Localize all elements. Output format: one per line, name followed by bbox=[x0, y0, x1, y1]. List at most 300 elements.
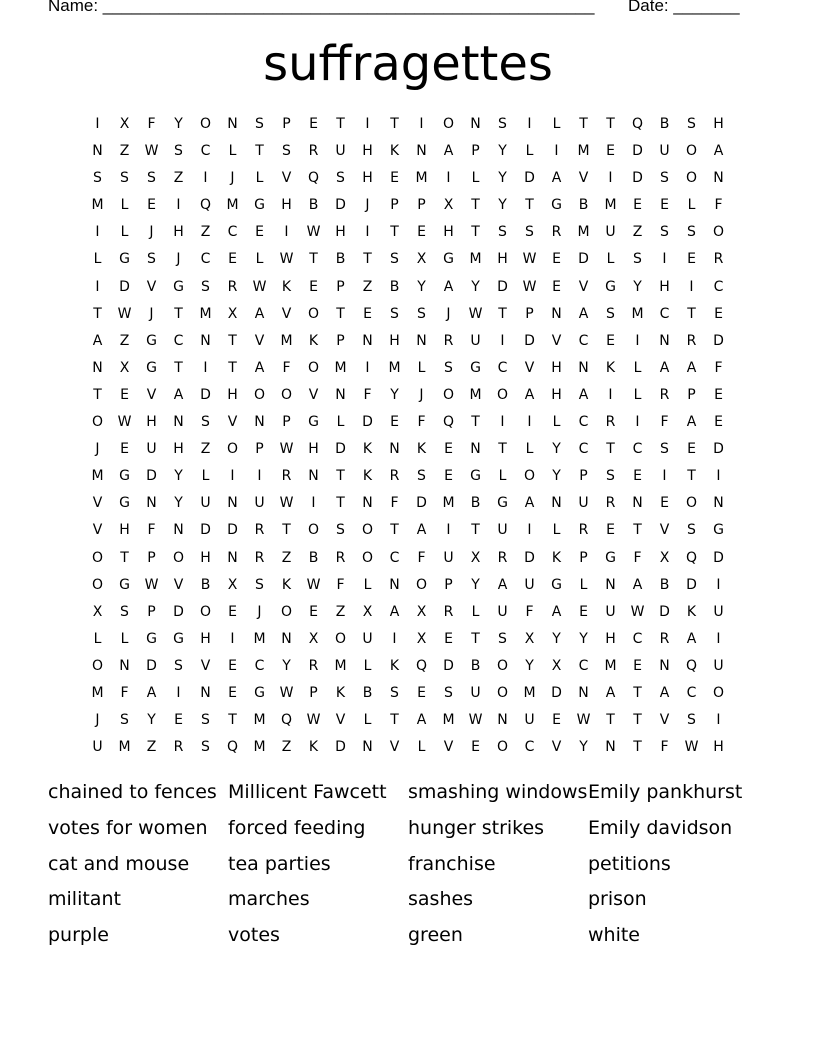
grid-letter: G bbox=[497, 495, 508, 512]
date-field-label: Date: _______ bbox=[628, 0, 740, 15]
grid-letter: T bbox=[255, 143, 264, 160]
grid-letter: O bbox=[172, 549, 185, 566]
grid-letter: O bbox=[496, 386, 509, 403]
grid-letter: X bbox=[119, 359, 130, 376]
header bbox=[48, 0, 748, 16]
grid-letter: H bbox=[497, 251, 508, 268]
grid-letter: D bbox=[227, 522, 238, 539]
grid-letter: H bbox=[605, 630, 616, 647]
grid-letter: W bbox=[306, 576, 321, 593]
grid-letter: T bbox=[498, 441, 507, 458]
grid-letter: W bbox=[144, 576, 159, 593]
grid-letter: F bbox=[714, 197, 723, 214]
grid-letter: D bbox=[659, 603, 670, 620]
grid-letter: V bbox=[92, 522, 103, 539]
grid-letter: Y bbox=[633, 278, 642, 295]
grid-letter: T bbox=[471, 197, 480, 214]
grid-letter: G bbox=[551, 197, 562, 214]
grid-letter: Z bbox=[173, 170, 184, 187]
grid-letter: N bbox=[146, 495, 157, 512]
grid-letter: I bbox=[95, 224, 100, 241]
grid-letter: S bbox=[498, 224, 507, 241]
grid-letter: I bbox=[500, 414, 505, 431]
grid-letter: D bbox=[335, 197, 346, 214]
grid-letter: B bbox=[389, 278, 400, 295]
grid-letter: K bbox=[686, 603, 697, 620]
grid-letter: Q bbox=[280, 712, 293, 729]
grid-letter: W bbox=[144, 143, 159, 160]
grid-letter: N bbox=[470, 116, 481, 132]
grid-letter: V bbox=[200, 657, 211, 674]
word-list-item: hunger strikes bbox=[408, 816, 545, 839]
grid-letter: W bbox=[306, 224, 321, 241]
grid-letter: S bbox=[498, 116, 507, 132]
grid-letter: N bbox=[713, 170, 724, 187]
grid-letter: M bbox=[226, 197, 239, 214]
grid-letter: N bbox=[632, 495, 643, 512]
grid-letter: U bbox=[578, 495, 589, 512]
grid-letter: Z bbox=[200, 441, 211, 458]
grid-letter: G bbox=[254, 197, 265, 214]
grid-letter: C bbox=[632, 441, 643, 458]
grid-letter: O bbox=[685, 170, 698, 187]
grid-letter: V bbox=[551, 332, 562, 349]
grid-letter: M bbox=[199, 305, 212, 322]
grid-letter: L bbox=[525, 441, 534, 458]
grid-letter: O bbox=[91, 549, 104, 566]
grid-letter: V bbox=[551, 739, 562, 756]
grid-letter: G bbox=[443, 251, 454, 268]
grid-letter: Q bbox=[685, 549, 698, 566]
grid-letter: Y bbox=[390, 386, 399, 403]
grid-letter: T bbox=[471, 414, 480, 431]
grid-letter: D bbox=[497, 278, 508, 295]
grid-letter: B bbox=[362, 684, 373, 701]
word-list-item: franchise bbox=[408, 852, 496, 875]
grid-letter: V bbox=[254, 332, 265, 349]
grid-letter: I bbox=[662, 251, 667, 268]
grid-letter: X bbox=[551, 657, 562, 674]
grid-letter: D bbox=[551, 684, 562, 701]
grid-letter: N bbox=[227, 116, 238, 132]
grid-letter: V bbox=[389, 739, 400, 756]
grid-letter: M bbox=[253, 739, 266, 756]
grid-letter: T bbox=[228, 712, 237, 729]
grid-letter: M bbox=[280, 332, 293, 349]
grid-letter: S bbox=[498, 630, 507, 647]
grid-letter: M bbox=[631, 305, 644, 322]
grid-letter: D bbox=[524, 549, 535, 566]
grid-letter: C bbox=[200, 251, 211, 268]
grid-letter: S bbox=[336, 170, 345, 187]
grid-letter: S bbox=[444, 684, 453, 701]
grid-letter: E bbox=[228, 251, 237, 268]
grid-letter: K bbox=[389, 657, 400, 674]
grid-letter: A bbox=[686, 630, 697, 647]
grid-letter: N bbox=[173, 522, 184, 539]
grid-letter: I bbox=[554, 143, 559, 160]
grid-letter: L bbox=[606, 251, 615, 268]
grid-letter: N bbox=[551, 305, 562, 322]
grid-letter: S bbox=[687, 116, 696, 132]
grid-letter: L bbox=[687, 197, 696, 214]
grid-letter: S bbox=[282, 143, 291, 160]
grid-letter: L bbox=[633, 386, 642, 403]
grid-letter: T bbox=[579, 116, 588, 132]
grid-letter: D bbox=[200, 386, 211, 403]
grid-letter: M bbox=[469, 251, 482, 268]
grid-letter: R bbox=[227, 278, 238, 295]
grid-letter: I bbox=[446, 170, 451, 187]
grid-letter: I bbox=[527, 116, 532, 132]
grid-letter: I bbox=[608, 386, 613, 403]
grid-letter: Z bbox=[281, 739, 292, 756]
grid-letter: C bbox=[632, 630, 643, 647]
grid-letter: R bbox=[254, 522, 265, 539]
grid-letter: T bbox=[336, 305, 345, 322]
grid-letter: Q bbox=[307, 170, 320, 187]
grid-letter: F bbox=[147, 116, 156, 132]
grid-letter: T bbox=[390, 116, 399, 132]
grid-letter: N bbox=[578, 359, 589, 376]
grid-letter: H bbox=[308, 441, 319, 458]
grid-letter: L bbox=[120, 224, 129, 241]
grid-letter: J bbox=[176, 251, 181, 268]
grid-letter: T bbox=[633, 712, 642, 729]
grid-letter: F bbox=[417, 414, 426, 431]
grid-letter: Y bbox=[174, 116, 183, 132]
grid-letter: S bbox=[687, 522, 696, 539]
grid-letter: W bbox=[117, 414, 132, 431]
grid-letter: G bbox=[119, 251, 130, 268]
grid-letter: E bbox=[390, 170, 399, 187]
grid-letter: X bbox=[470, 549, 481, 566]
grid-letter: T bbox=[606, 712, 615, 729]
grid-letter: L bbox=[552, 116, 561, 132]
grid-letter: V bbox=[146, 278, 157, 295]
grid-letter: T bbox=[390, 712, 399, 729]
grid-letter: T bbox=[336, 468, 345, 485]
grid-letter: U bbox=[713, 603, 724, 620]
grid-letter: R bbox=[308, 143, 319, 160]
grid-letter: R bbox=[713, 251, 724, 268]
grid-letter: O bbox=[442, 386, 455, 403]
grid-letter: E bbox=[174, 712, 183, 729]
grid-letter: O bbox=[712, 684, 725, 701]
grid-letter: I bbox=[230, 630, 235, 647]
grid-letter: K bbox=[308, 739, 319, 756]
grid-letter: O bbox=[496, 684, 509, 701]
grid-letter: U bbox=[200, 495, 211, 512]
grid-letter: L bbox=[120, 197, 129, 214]
grid-letter: I bbox=[365, 116, 370, 132]
grid-letter: G bbox=[173, 278, 184, 295]
grid-letter: I bbox=[230, 468, 235, 485]
grid-letter: C bbox=[524, 739, 535, 756]
grid-letter: T bbox=[336, 116, 345, 132]
grid-letter: T bbox=[633, 522, 642, 539]
grid-letter: S bbox=[687, 712, 696, 729]
grid-letter: N bbox=[200, 332, 211, 349]
grid-letter: M bbox=[253, 712, 266, 729]
grid-letter: S bbox=[417, 468, 426, 485]
grid-letter: C bbox=[200, 143, 211, 160]
grid-letter: Y bbox=[417, 278, 426, 295]
grid-letter: M bbox=[253, 630, 266, 647]
grid-letter: T bbox=[174, 305, 183, 322]
grid-letter: V bbox=[173, 576, 184, 593]
grid-letter: D bbox=[146, 468, 157, 485]
grid-letter: Y bbox=[174, 495, 183, 512]
grid-letter: O bbox=[307, 305, 320, 322]
grid-letter: G bbox=[605, 278, 616, 295]
grid-letter: U bbox=[92, 739, 103, 756]
grid-letter: T bbox=[228, 359, 237, 376]
grid-letter: S bbox=[660, 170, 669, 187]
grid-letter: S bbox=[147, 251, 156, 268]
grid-letter: N bbox=[362, 332, 373, 349]
grid-letter: A bbox=[524, 495, 535, 512]
grid-letter: N bbox=[578, 684, 589, 701]
grid-letter: X bbox=[308, 630, 319, 647]
grid-letter: E bbox=[417, 224, 426, 241]
grid-letter: J bbox=[365, 197, 370, 214]
grid-letter: S bbox=[255, 116, 264, 132]
grid-letter: E bbox=[444, 468, 453, 485]
grid-letter: C bbox=[389, 549, 400, 566]
grid-letter: Y bbox=[471, 576, 480, 593]
grid-letter: Y bbox=[471, 278, 480, 295]
grid-letter: J bbox=[230, 170, 235, 187]
grid-letter: D bbox=[632, 170, 643, 187]
grid-letter: A bbox=[578, 305, 589, 322]
word-list-item: sashes bbox=[408, 888, 474, 911]
grid-letter: S bbox=[120, 712, 129, 729]
grid-letter: S bbox=[201, 278, 210, 295]
grid-letter: M bbox=[334, 657, 347, 674]
grid-letter: K bbox=[551, 549, 562, 566]
grid-letter: S bbox=[687, 224, 696, 241]
grid-letter: S bbox=[660, 224, 669, 241]
word-list-item: votes bbox=[228, 924, 280, 947]
grid-letter: F bbox=[120, 684, 129, 701]
grid-letter: D bbox=[713, 549, 724, 566]
grid-letter: H bbox=[443, 224, 454, 241]
grid-letter: J bbox=[95, 712, 100, 729]
grid-letter: W bbox=[468, 305, 483, 322]
grid-letter: L bbox=[552, 522, 561, 539]
grid-letter: O bbox=[712, 224, 725, 241]
grid-letter: X bbox=[119, 116, 130, 132]
word-list-item: marches bbox=[228, 888, 310, 911]
grid-letter: C bbox=[497, 359, 508, 376]
grid-letter: E bbox=[120, 386, 129, 403]
grid-letter: E bbox=[633, 468, 642, 485]
grid-letter: N bbox=[227, 549, 238, 566]
word-list-item: green bbox=[408, 924, 463, 947]
grid-letter: O bbox=[280, 603, 293, 620]
grid-letter: E bbox=[660, 495, 669, 512]
grid-letter: J bbox=[419, 386, 424, 403]
grid-letter: E bbox=[714, 414, 723, 431]
grid-letter: T bbox=[687, 468, 696, 485]
grid-letter: X bbox=[362, 603, 373, 620]
grid-letter: I bbox=[392, 630, 397, 647]
grid-letter: R bbox=[497, 549, 508, 566]
grid-letter: U bbox=[497, 522, 508, 539]
grid-letter: I bbox=[95, 278, 100, 295]
grid-letter: D bbox=[119, 278, 130, 295]
grid-letter: L bbox=[471, 603, 480, 620]
grid-letter: T bbox=[363, 251, 372, 268]
grid-letter: B bbox=[308, 197, 319, 214]
grid-letter: N bbox=[92, 359, 103, 376]
grid-letter: E bbox=[471, 739, 480, 756]
grid-letter: H bbox=[173, 224, 184, 241]
grid-letter: T bbox=[93, 386, 102, 403]
grid-letter: N bbox=[362, 739, 373, 756]
grid-letter: A bbox=[416, 712, 427, 729]
grid-letter: Y bbox=[174, 468, 183, 485]
grid-letter: F bbox=[363, 386, 372, 403]
grid-letter: V bbox=[308, 386, 319, 403]
grid-letter: M bbox=[388, 359, 401, 376]
grid-letter: T bbox=[498, 305, 507, 322]
grid-letter: Q bbox=[631, 116, 644, 132]
grid-letter: V bbox=[227, 414, 238, 431]
grid-letter: T bbox=[120, 549, 129, 566]
grid-letter: W bbox=[252, 278, 267, 295]
grid-letter: T bbox=[633, 684, 642, 701]
grid-letter: Z bbox=[119, 143, 130, 160]
grid-letter: N bbox=[416, 143, 427, 160]
grid-letter: X bbox=[227, 576, 238, 593]
grid-letter: S bbox=[390, 251, 399, 268]
grid-letter: S bbox=[201, 739, 210, 756]
grid-letter: C bbox=[713, 278, 724, 295]
grid-letter: T bbox=[174, 359, 183, 376]
grid-letter: L bbox=[336, 414, 345, 431]
grid-letter: W bbox=[279, 441, 294, 458]
grid-letter: O bbox=[496, 657, 509, 674]
grid-letter: S bbox=[525, 224, 534, 241]
grid-letter: I bbox=[446, 522, 451, 539]
grid-letter: I bbox=[662, 468, 667, 485]
grid-letter: U bbox=[470, 684, 481, 701]
grid-letter: O bbox=[415, 576, 428, 593]
grid-letter: M bbox=[604, 657, 617, 674]
grid-letter: E bbox=[363, 305, 372, 322]
grid-letter: U bbox=[524, 576, 535, 593]
grid-letter: R bbox=[578, 522, 589, 539]
grid-letter: Y bbox=[498, 197, 507, 214]
grid-letter: H bbox=[200, 549, 211, 566]
grid-letter: E bbox=[444, 441, 453, 458]
grid-letter: W bbox=[630, 603, 645, 620]
grid-letter: O bbox=[523, 468, 536, 485]
grid-letter: L bbox=[579, 576, 588, 593]
grid-letter: Y bbox=[498, 170, 507, 187]
grid-letter: L bbox=[417, 359, 426, 376]
grid-letter: N bbox=[416, 332, 427, 349]
grid-letter: E bbox=[687, 251, 696, 268]
grid-letter: E bbox=[417, 684, 426, 701]
grid-letter: K bbox=[362, 441, 373, 458]
grid-letter: K bbox=[281, 278, 292, 295]
grid-letter: S bbox=[93, 170, 102, 187]
grid-letter: S bbox=[390, 684, 399, 701]
grid-letter: Y bbox=[525, 657, 534, 674]
grid-letter: S bbox=[201, 712, 210, 729]
grid-letter: D bbox=[632, 143, 643, 160]
grid-letter: Y bbox=[552, 468, 561, 485]
grid-letter: S bbox=[390, 305, 399, 322]
grid-letter: L bbox=[525, 143, 534, 160]
grid-letter: T bbox=[606, 441, 615, 458]
grid-letter: R bbox=[308, 657, 319, 674]
grid-letter: L bbox=[93, 630, 102, 647]
grid-letter: M bbox=[91, 684, 104, 701]
grid-letter: J bbox=[149, 305, 154, 322]
grid-letter: Y bbox=[552, 630, 561, 647]
grid-letter: M bbox=[604, 197, 617, 214]
grid-letter: A bbox=[254, 305, 265, 322]
grid-letter: L bbox=[471, 170, 480, 187]
grid-letter: L bbox=[255, 170, 264, 187]
grid-letter: V bbox=[281, 305, 292, 322]
grid-letter: V bbox=[524, 359, 535, 376]
grid-letter: T bbox=[606, 116, 615, 132]
grid-letter: E bbox=[390, 414, 399, 431]
grid-letter: X bbox=[416, 251, 427, 268]
grid-letter: U bbox=[497, 603, 508, 620]
grid-letter: F bbox=[390, 495, 399, 512]
grid-letter: D bbox=[173, 603, 184, 620]
grid-letter: A bbox=[686, 414, 697, 431]
grid-letter: M bbox=[91, 468, 104, 485]
grid-letter: N bbox=[362, 495, 373, 512]
grid-letter: L bbox=[633, 359, 642, 376]
grid-letter: G bbox=[713, 522, 724, 539]
grid-letter: I bbox=[716, 468, 721, 485]
grid-letter: Q bbox=[415, 657, 428, 674]
grid-letter: Q bbox=[199, 197, 212, 214]
grid-letter: I bbox=[365, 359, 370, 376]
grid-letter: E bbox=[552, 251, 561, 268]
grid-letter: M bbox=[334, 359, 347, 376]
grid-letter: K bbox=[308, 332, 319, 349]
grid-letter: H bbox=[551, 386, 562, 403]
grid-letter: S bbox=[120, 603, 129, 620]
grid-letter: N bbox=[254, 414, 265, 431]
grid-letter: L bbox=[201, 468, 210, 485]
grid-letter: P bbox=[390, 197, 399, 214]
grid-letter: L bbox=[498, 468, 507, 485]
grid-letter: I bbox=[635, 332, 640, 349]
grid-letter: E bbox=[309, 603, 318, 620]
grid-letter: G bbox=[119, 495, 130, 512]
grid-letter: R bbox=[254, 549, 265, 566]
grid-letter: X bbox=[659, 549, 670, 566]
grid-letter: B bbox=[335, 251, 346, 268]
word-list-item: petitions bbox=[588, 852, 671, 875]
grid-letter: Y bbox=[147, 712, 156, 729]
grid-letter: I bbox=[527, 414, 532, 431]
grid-letter: M bbox=[577, 224, 590, 241]
grid-letter: N bbox=[605, 739, 616, 756]
grid-letter: D bbox=[335, 441, 346, 458]
grid-letter: P bbox=[282, 414, 291, 431]
